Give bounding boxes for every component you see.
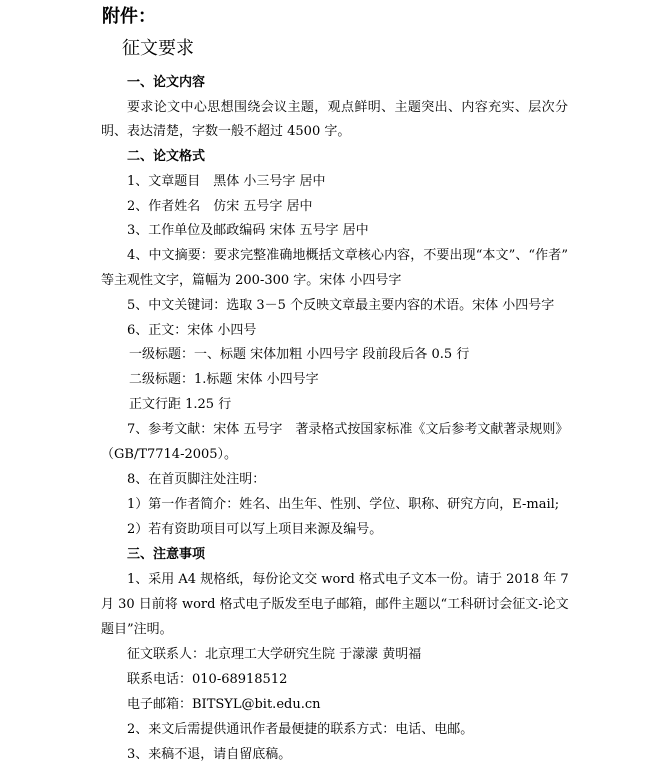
format-line-spacing: 正文行距 1.25 行	[129, 397, 232, 412]
contact-email: 电子邮箱：BITSYL@bit.edu.cn	[127, 697, 321, 712]
footnote-funding: 2）若有资助项目可以写上项目来源及编号。	[127, 522, 383, 537]
format-item-abstract-line-2: 等主观性文字，篇幅为 200-300 字。宋体 小四号字	[101, 273, 402, 288]
format-item-title: 1、文章题目 黑体 小三号字 居中	[127, 174, 326, 189]
section-heading-content: 一、论文内容	[127, 75, 206, 90]
format-item-footnote: 8、在首页脚注处注明：	[127, 472, 266, 487]
attachment-label: 附件：	[102, 6, 156, 27]
format-item-affiliation: 3、工作单位及邮政编码 宋体 五号字 居中	[127, 223, 369, 238]
section-heading-format: 二、论文格式	[127, 149, 206, 164]
format-item-author: 2、作者姓名 仿宋 五号字 居中	[127, 199, 313, 214]
contact-phone: 联系电话：010-68918512	[127, 672, 288, 687]
format-item-references-line-2: （GB/T7714-2005）。	[101, 447, 238, 462]
notes-item1-line-2: 月 30 日前将 word 格式电子版发至电子邮箱，邮件主题以“工科研讨会征文-论文	[101, 597, 569, 612]
format-item-abstract-line-1: 4、中文摘要：要求完整准确地概括文章核心内容，不要出现“本文”、“作者”	[127, 248, 568, 263]
notes-item2: 2、来文后需提供通讯作者最便捷的联系方式：电话、电邮。	[127, 722, 474, 737]
format-item-body: 6、正文：宋体 小四号	[127, 323, 257, 338]
document-title: 征文要求	[122, 38, 194, 59]
notes-item1-line-1: 1、采用 A4 规格纸，每份论文交 word 格式电子文本一份。请于 2018 年 7	[127, 572, 569, 587]
section-heading-notes: 三、注意事项	[127, 547, 206, 562]
format-item-references-line-1: 7、参考文献：宋体 五号字 著录格式按国家标准《文后参考文献著录规则》	[127, 422, 569, 437]
contact-person: 征文联系人：北京理工大学研究生院 于濛濛 黄明福	[127, 647, 422, 662]
footnote-author-bio: 1）第一作者简介：姓名、出生年、性别、学位、职称、研究方向，E-mail;	[127, 497, 560, 512]
notes-item3: 3、来稿不退，请自留底稿。	[127, 747, 292, 762]
content-paragraph-line-1: 要求论文中心思想围绕会议主题，观点鲜明、主题突出、内容充实、层次分	[127, 100, 568, 115]
format-item-keywords: 5、中文关键词：选取 3－5 个反映文章最主要内容的术语。宋体 小四号字	[127, 298, 555, 313]
format-level2-heading: 二级标题：1.标题 宋体 小四号字	[129, 372, 319, 387]
notes-item1-line-3: 题目”注明。	[101, 622, 173, 637]
format-level1-heading: 一级标题：一、标题 宋体加粗 小四号字 段前段后各 0.5 行	[129, 347, 470, 362]
content-paragraph-line-2: 明、表达清楚，字数一般不超过 4500 字。	[101, 124, 351, 139]
